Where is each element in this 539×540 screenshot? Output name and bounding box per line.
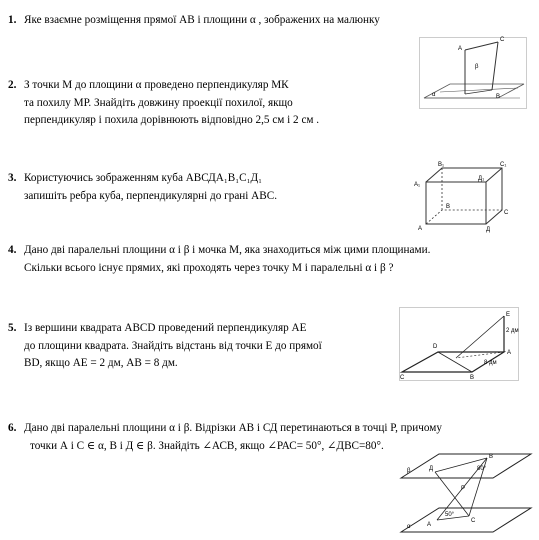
figure-label: С — [471, 518, 476, 524]
question-3 — [8, 170, 277, 205]
question-text: перпендикуляр і похила дорівнюють відповідно 2,5 см і 2 см . — [24, 114, 320, 126]
question-number: 3. — [8, 172, 17, 184]
figure-label: C — [504, 210, 509, 216]
figure-label: α — [407, 524, 411, 530]
question-number: 1. — [8, 14, 17, 26]
figure-label: E — [506, 312, 511, 318]
figure-label: β — [475, 64, 479, 70]
figure-label: Д — [486, 227, 491, 233]
question-text: Скільки всього існує прямих, які проходять через точку М і паралельні α і β ? — [24, 261, 394, 274]
figure-6-drawing — [399, 448, 533, 536]
question-6 — [8, 420, 442, 455]
figure-label: А — [427, 522, 432, 528]
question-2 — [8, 77, 319, 130]
figure-label: 50° — [445, 512, 455, 518]
figure-label: Д — [429, 466, 434, 472]
question-1 — [8, 12, 380, 30]
figure-label: B — [470, 375, 475, 381]
figure-1-drawing — [420, 38, 526, 108]
figure-label: B — [496, 94, 501, 100]
figure-label: 2 дм — [506, 328, 519, 334]
figure-label: A₁ — [414, 182, 421, 188]
figure-label: 8 дм — [484, 360, 497, 366]
figure-label: Р — [461, 486, 466, 492]
question-5 — [8, 320, 322, 373]
figure-label: β — [407, 468, 411, 474]
figure-label: C — [400, 375, 405, 381]
figure-label: α — [432, 92, 436, 98]
question-text: запишіть ребра куба, перпендикулярні до грані АВС. — [24, 189, 277, 202]
question-text: та похилу МР. Знайдіть довжину проекції похилої, якщо — [24, 96, 293, 109]
figure-label: C — [500, 37, 505, 43]
figure-label: В — [489, 454, 494, 460]
question-text: точки А і С ∈ α, В і Д ∈ β. Знайдіть ∠АСВ, якщо ∠РАС= 50°, ∠ДВС=80°. — [30, 439, 384, 452]
figure-5-square — [399, 307, 519, 381]
figure-6-parallel-planes — [399, 448, 533, 536]
question-number: 2. — [8, 79, 17, 91]
figure-3-drawing — [412, 160, 509, 232]
question-text: до площини квадрата. Знайдіть відстань від точки Е до прямої — [24, 339, 322, 352]
question-text: BD, якщо АЕ = 2 дм, АВ = 8 дм. — [24, 357, 178, 369]
question-number: 6. — [8, 422, 17, 434]
question-number: 5. — [8, 322, 17, 334]
figure-label: C₁ — [500, 162, 507, 168]
figure-label: A — [418, 226, 423, 232]
figure-label: A — [507, 350, 512, 356]
question-text: З точки М до площини α проведено перпендикуляр МК — [24, 79, 289, 91]
figure-label: A — [458, 46, 463, 52]
question-text: Яке взаємне розміщення прямої AB і площини α , зображених на малюнку — [24, 14, 380, 26]
figure-label: D — [433, 344, 438, 350]
figure-3-cube — [412, 160, 509, 232]
question-text: Користуючись зображенням куба АВСДА₁В₁С₁Д₁ — [24, 172, 263, 184]
figure-label: B — [446, 204, 451, 210]
question-number: 4. — [8, 244, 17, 256]
figure-1-line-and-plane — [419, 37, 527, 109]
question-4 — [8, 242, 430, 277]
figure-label: Д₁ — [478, 176, 485, 182]
question-text: Із вершини квадрата АВСD проведений перпендикуляр АЕ — [24, 322, 307, 334]
question-text: Дано дві паралельні площини α і β і мочка М, яка знаходиться між цими площинами. — [24, 244, 431, 256]
figure-label: 80° — [477, 466, 487, 472]
question-text: Дано дві паралельні площини α і β. Відрізки АВ і СД перетинаються в точці Р, причому — [24, 422, 442, 434]
figure-label: B₁ — [438, 162, 445, 168]
figure-5-drawing — [400, 308, 518, 380]
